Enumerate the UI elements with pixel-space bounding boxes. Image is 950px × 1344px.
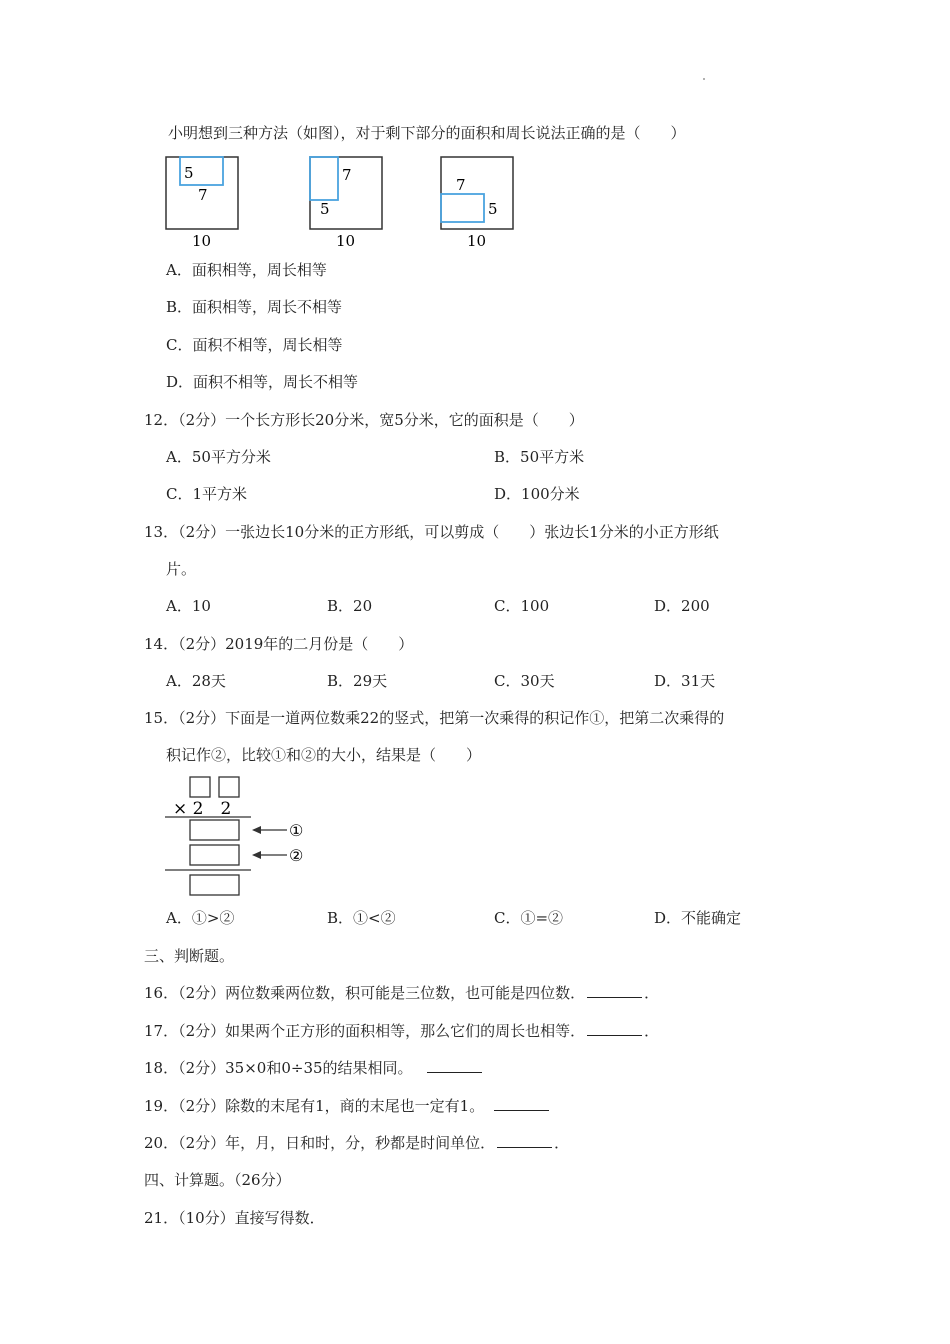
q13-option-a[interactable]: A．10 (166, 597, 211, 615)
judge-item-19 (144, 1096, 551, 1116)
q12-option-c[interactable]: C．1平方米 (166, 485, 248, 503)
cut-w-label-1: 5 (184, 164, 194, 182)
q21-stem: 21．（10分）直接写得数． (144, 1209, 325, 1227)
cut-h-label-1: 7 (198, 186, 208, 204)
judge-tail: ． (644, 1022, 660, 1040)
q12-option-d[interactable]: D．100分米 (494, 485, 580, 503)
cut-h-label-2: 7 (342, 166, 352, 184)
q14-option-b[interactable]: B．29天 (327, 672, 388, 690)
cut-w-label-3: 5 (488, 200, 498, 218)
judge-item-20 (144, 1133, 569, 1153)
q15-stem-line1: 15．（2分）下面是一道两位数乘22的竖式，把第一次乘得的积记作①，把第二次乘得的 (144, 709, 725, 727)
answer-blank[interactable] (587, 983, 642, 998)
label-circle-2: ② (289, 846, 304, 865)
section3-title: 三、判断题。 (144, 947, 235, 965)
q13-option-d[interactable]: D．200 (654, 597, 710, 615)
cut-rect-2 (310, 157, 338, 200)
side-label-1: 10 (192, 232, 212, 250)
judge-text: 16．（2分）两位数乘两位数，积可能是三位数，也可能是四位数． (144, 984, 586, 1002)
judge-tail: ． (644, 984, 660, 1002)
cut-h-label-3: 7 (456, 176, 466, 194)
q13-stem-line2: 片。 (166, 560, 197, 578)
q12-option-b[interactable]: B．50平方米 (494, 448, 585, 466)
q14-option-a[interactable]: A．28天 (166, 672, 226, 690)
judge-item-17 (144, 1021, 659, 1041)
answer-blank[interactable] (587, 1021, 642, 1036)
figure-square-2 (310, 157, 382, 250)
side-label-3: 10 (467, 232, 487, 250)
judge-text: 20．（2分）年，月，日和时，分，秒都是时间单位． (144, 1134, 496, 1152)
judge-text: 18．（2分）35×0和0÷35的结果相同。 (144, 1059, 413, 1077)
judge-tail: ． (554, 1134, 570, 1152)
q15-figure (163, 774, 313, 902)
side-label-2: 10 (336, 232, 356, 250)
judge-text: 19．（2分）除数的末尾有1，商的末尾也一定有1。 (144, 1097, 485, 1115)
partial-product-box-1 (190, 820, 239, 840)
product-box (190, 875, 239, 895)
judge-text: 17．（2分）如果两个正方形的面积相等，那么它们的周长也相等． (144, 1022, 586, 1040)
figure-square-1 (166, 157, 238, 250)
q15-option-d[interactable]: D．不能确定 (654, 909, 742, 927)
arrowhead-1 (252, 826, 261, 834)
q13-option-c[interactable]: C．100 (494, 597, 550, 615)
q12-stem: 12．（2分）一个长方形长20分米，宽5分米，它的面积是（ ） (144, 411, 584, 429)
figure-square-3 (441, 157, 513, 250)
q15-stem-line2: 积记作②，比较①和②的大小，结果是（ ） (166, 746, 482, 764)
q11-stem: 小明想到三种方法（如图），对于剩下部分的面积和周长说法正确的是（ ） (168, 124, 686, 142)
q13-option-b[interactable]: B．20 (327, 597, 373, 615)
arrowhead-2 (252, 851, 261, 859)
q14-stem: 14．（2分）2019年的二月份是（ ） (144, 635, 414, 653)
digit-box-1 (190, 777, 210, 797)
q11-option-b[interactable]: B．面积相等，周长不相等 (166, 298, 343, 316)
q14-option-c[interactable]: C．30天 (494, 672, 555, 690)
q11-option-c[interactable]: C．面积不相等，周长相等 (166, 336, 343, 354)
cut-w-label-2: 5 (320, 200, 330, 218)
cut-rect-3 (441, 194, 484, 222)
partial-product-box-2 (190, 845, 239, 865)
q15-option-b[interactable]: B．①<② (327, 909, 396, 927)
q11-figure (160, 152, 520, 252)
q12-option-a[interactable]: A．50平方分米 (166, 448, 271, 466)
answer-blank[interactable] (494, 1096, 549, 1111)
judge-item-18 (144, 1058, 484, 1078)
digit-box-2 (219, 777, 239, 797)
answer-blank[interactable] (427, 1058, 482, 1073)
q15-option-c[interactable]: C．①=② (494, 909, 564, 927)
q15-option-a[interactable]: A．①>② (166, 909, 235, 927)
label-circle-1: ① (289, 821, 304, 840)
q11-option-a[interactable]: A．面积相等，周长相等 (166, 261, 327, 279)
section4-title: 四、计算题。（26分） (144, 1171, 291, 1189)
judge-item-16 (144, 983, 659, 1003)
scan-dot (703, 78, 705, 80)
q14-option-d[interactable]: D．31天 (654, 672, 716, 690)
multiplier-text: × 2 2 (173, 799, 232, 819)
q13-stem-line1: 13．（2分）一张边长10分米的正方形纸，可以剪成（ ）张边长1分米的小正方形纸 (144, 523, 719, 541)
q11-option-d[interactable]: D．面积不相等，周长不相等 (166, 373, 359, 391)
answer-blank[interactable] (497, 1133, 552, 1148)
